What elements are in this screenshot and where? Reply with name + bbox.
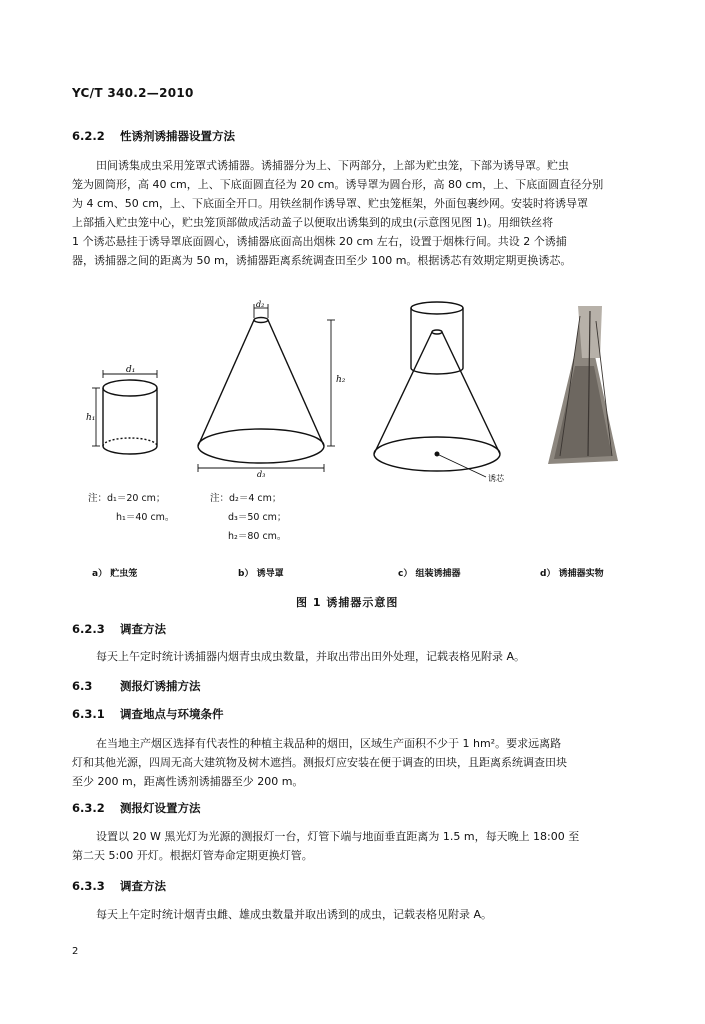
section-6-2-3-heading [72, 621, 166, 637]
paragraph-line: 设置以 20 W 黑光灯为光源的测报灯一台，灯管下端与地面垂直距离为 1.5 m，每天晚上 18:00 至 [96, 830, 580, 843]
lure-marker [435, 452, 487, 478]
section-title: 调查方法 [120, 622, 166, 636]
section-title: 调查方法 [120, 879, 166, 893]
section-6-3-heading [72, 678, 201, 694]
sublabel-a: a） 贮虫笼 [92, 569, 138, 579]
section-number: 6.2.3 [72, 622, 105, 636]
section-title: 测报灯诱捕方法 [120, 679, 201, 693]
section-title: 性诱剂诱捕器设置方法 [120, 129, 235, 143]
paragraph-line: 田间诱集成虫采用笼罩式诱捕器。诱捕器分为上、下两部分，上部为贮虫笼，下部为诱导罩。贮虫 [96, 159, 569, 172]
paragraph-line: 上部插入贮虫笼中心，贮虫笼顶部做成活动盖子以便取出诱集到的成虫(示意图见图 1)。用细铁丝将 [72, 216, 554, 229]
section-number: 6.3 [72, 679, 93, 693]
label-h1: h₁ [86, 413, 96, 423]
paragraph-line: 每天上午定时统计烟青虫雌、雄成虫数量并取出诱到的成虫，记载表格见附录 A。 [96, 908, 493, 921]
section-number: 6.3.1 [72, 707, 105, 721]
paragraph-line: 1 个诱芯悬挂于诱导罩底面圆心，诱捕器底面高出烟株 20 cm 左右，设置于烟株行间。共设 2 个诱捕 [72, 235, 567, 248]
note-line: 注：d₁＝20 cm； [88, 493, 166, 504]
section-6-2-3-body [72, 647, 632, 666]
note-storage-cage [88, 489, 174, 527]
section-6-2-2-heading [72, 128, 235, 144]
section-6-2-2-body [72, 156, 632, 270]
section-title: 调查地点与环境条件 [120, 707, 224, 721]
section-title: 测报灯设置方法 [120, 801, 201, 815]
section-number: 6.3.3 [72, 879, 105, 893]
section-6-3-1-body [72, 734, 632, 791]
label-lure: 诱芯 [488, 474, 504, 483]
paragraph-line: 笼为圆筒形，高 40 cm，上、下底面圆直径为 20 cm。诱导罩为圆台形，高 80 cm，上、下底面圆直径分别 [72, 178, 604, 191]
section-number: 6.3.2 [72, 801, 105, 815]
section-6-3-2-heading [72, 800, 201, 816]
section-6-3-2-body [72, 827, 632, 865]
trap-figure [60, 296, 660, 496]
figure-caption: 图 1 诱捕器示意图 [296, 596, 399, 609]
storage-cage-drawing [92, 370, 157, 454]
note-line: h₁＝40 cm。 [116, 512, 175, 523]
paragraph-line: 在当地主产烟区选择有代表性的种植主栽品种的烟田，区域生产面积不少于 1 hm²。要求远离路 [96, 737, 562, 750]
funnel-drawing [198, 304, 335, 472]
paragraph-line: 至少 200 m，距离性诱剂诱捕器至少 200 m。 [72, 775, 304, 788]
page-number: 2 [72, 946, 79, 957]
label-d3: d₃ [257, 470, 266, 479]
sublabel-d: d） 诱捕器实物 [540, 569, 604, 579]
trap-photo [548, 306, 618, 464]
note-line: 注：d₂＝4 cm； [210, 493, 282, 504]
label-d2: d₂ [256, 300, 265, 309]
note-funnel [210, 489, 286, 546]
section-6-3-3-body [72, 905, 632, 924]
paragraph-line: 每天上午定时统计诱捕器内烟青虫成虫数量，并取出带出田外处理，记载表格见附录 A。 [96, 650, 526, 663]
sublabel-b: b） 诱导罩 [238, 569, 284, 579]
section-number: 6.2.2 [72, 129, 105, 143]
section-6-3-3-heading [72, 878, 166, 894]
paragraph-line: 为 4 cm、50 cm，上、下底面全开口。用铁丝制作诱导罩、贮虫笼框架，外面包裹纱网。安装时将诱导罩 [72, 197, 589, 210]
label-h2: h₂ [336, 375, 346, 385]
note-line: h₂＝80 cm。 [228, 531, 287, 542]
paragraph-line: 器，诱捕器之间的距离为 50 m，诱捕器距离系统调查田至少 100 m。根据诱芯有效期定期更换诱芯。 [72, 254, 572, 267]
paragraph-line: 灯和其他光源，四周无高大建筑物及树木遮挡。测报灯应安装在便于调查的田块，且距离系统调查田块 [72, 756, 567, 769]
assembled-trap-drawing [374, 302, 500, 471]
sublabel-c: c） 组装诱捕器 [398, 569, 461, 579]
standard-number: YC/T 340.2—2010 [72, 86, 194, 100]
label-d1: d₁ [126, 365, 136, 375]
paragraph-line: 第二天 5:00 开灯。根据灯管寿命定期更换灯管。 [72, 849, 313, 862]
section-6-3-1-heading [72, 706, 224, 722]
note-line: d₃＝50 cm； [228, 512, 287, 523]
